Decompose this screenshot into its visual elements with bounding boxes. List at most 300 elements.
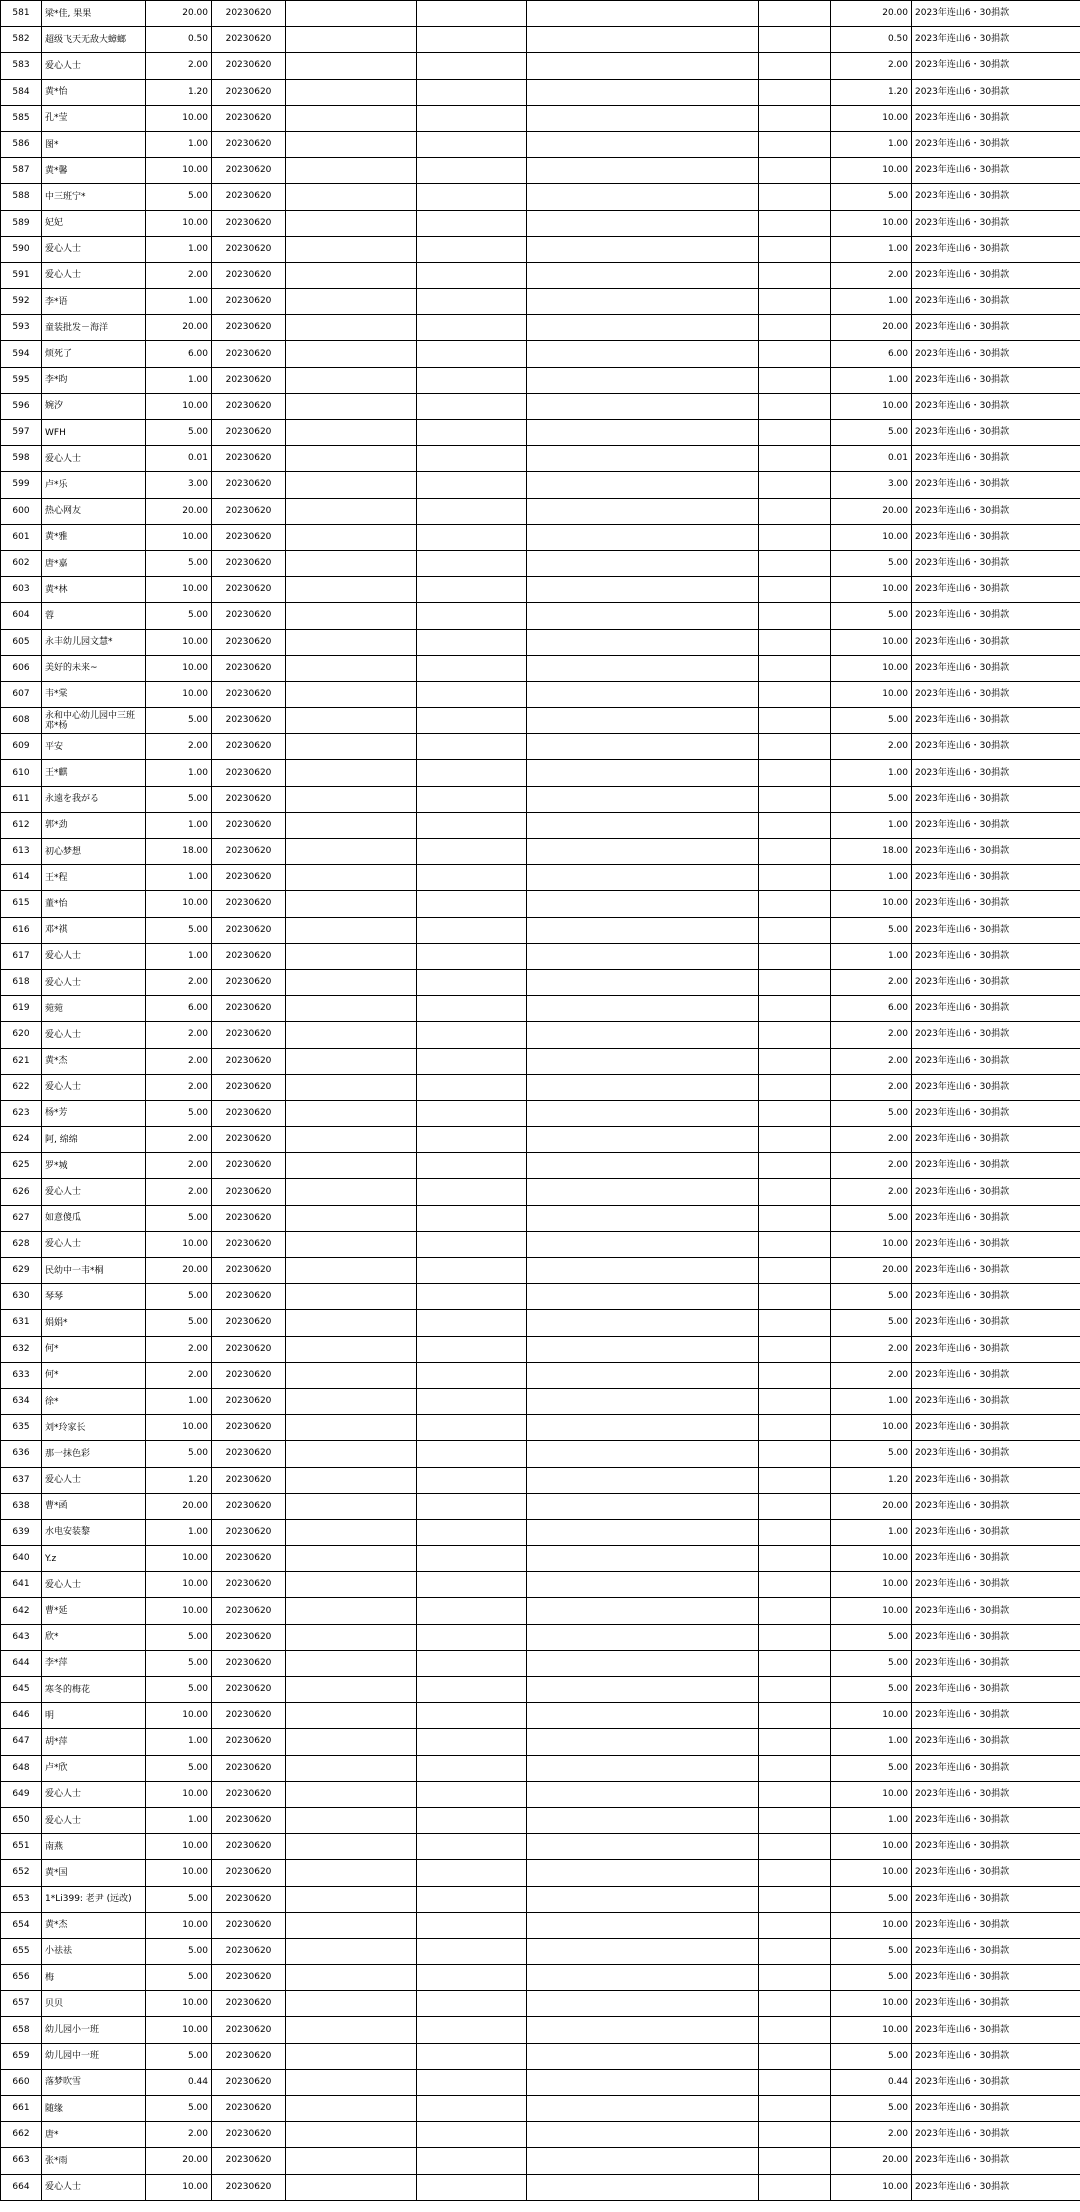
empty-cell xyxy=(417,1022,527,1048)
empty-cell xyxy=(417,472,527,498)
received-amount-cell: 1.00 xyxy=(831,367,912,393)
donation-date-cell: 20230620 xyxy=(212,2174,286,2200)
empty-cell xyxy=(759,1336,831,1362)
empty-cell xyxy=(417,1912,527,1938)
table-row xyxy=(1,2148,1080,2174)
received-amount-cell: 2.00 xyxy=(831,1336,912,1362)
received-amount-cell: 5.00 xyxy=(831,2096,912,2122)
empty-cell xyxy=(286,2148,417,2174)
donor-name-cell: 永和中心幼儿园中三班邓*杨 xyxy=(42,708,146,734)
empty-cell xyxy=(759,1912,831,1938)
empty-cell xyxy=(417,420,527,446)
table-row xyxy=(1,1310,1080,1336)
donation-date-cell: 20230620 xyxy=(212,943,286,969)
row-number-cell: 640 xyxy=(1,1546,42,1572)
empty-cell xyxy=(527,1703,759,1729)
table-row xyxy=(1,1677,1080,1703)
empty-cell xyxy=(417,53,527,79)
empty-cell xyxy=(286,1650,417,1676)
received-amount-cell: 10.00 xyxy=(831,1860,912,1886)
empty-cell xyxy=(286,865,417,891)
donation-amount-cell: 5.00 xyxy=(146,420,212,446)
received-amount-cell: 0.44 xyxy=(831,2069,912,2095)
table-row xyxy=(1,1965,1080,1991)
table-row xyxy=(1,184,1080,210)
donation-note-cell: 2023年连山6・30捐款 xyxy=(912,996,1080,1022)
donation-note-cell: 2023年连山6・30捐款 xyxy=(912,1231,1080,1257)
table-row xyxy=(1,1231,1080,1257)
empty-cell xyxy=(417,1965,527,1991)
donation-note-cell: 2023年连山6・30捐款 xyxy=(912,629,1080,655)
empty-cell xyxy=(286,27,417,53)
donor-name-cell: 黄*杰 xyxy=(42,1912,146,1938)
received-amount-cell: 18.00 xyxy=(831,839,912,865)
empty-cell xyxy=(759,1284,831,1310)
donation-note-cell: 2023年连山6・30捐款 xyxy=(912,367,1080,393)
empty-cell xyxy=(527,53,759,79)
donor-name-cell: 爱心人士 xyxy=(42,1074,146,1100)
donation-amount-cell: 5.00 xyxy=(146,1624,212,1650)
empty-cell xyxy=(527,1965,759,1991)
donation-date-cell: 20230620 xyxy=(212,629,286,655)
empty-cell xyxy=(417,943,527,969)
row-number-cell: 606 xyxy=(1,655,42,681)
donation-amount-cell: 2.00 xyxy=(146,2122,212,2148)
empty-cell xyxy=(286,236,417,262)
received-amount-cell: 2.00 xyxy=(831,1362,912,1388)
empty-cell xyxy=(527,917,759,943)
row-number-cell: 646 xyxy=(1,1703,42,1729)
empty-cell xyxy=(759,1,831,27)
donation-amount-cell: 6.00 xyxy=(146,996,212,1022)
empty-cell xyxy=(417,2122,527,2148)
donation-amount-cell: 10.00 xyxy=(146,629,212,655)
empty-cell xyxy=(759,655,831,681)
donation-note-cell: 2023年连山6・30捐款 xyxy=(912,289,1080,315)
donation-date-cell: 20230620 xyxy=(212,262,286,288)
donation-date-cell: 20230620 xyxy=(212,1860,286,1886)
table-row xyxy=(1,1938,1080,1964)
row-number-cell: 648 xyxy=(1,1755,42,1781)
received-amount-cell: 5.00 xyxy=(831,1677,912,1703)
donor-name-cell: 胡*萍 xyxy=(42,1729,146,1755)
donation-note-cell: 2023年连山6・30捐款 xyxy=(912,812,1080,838)
donation-amount-cell: 20.00 xyxy=(146,1,212,27)
empty-cell xyxy=(286,1965,417,1991)
donor-name-cell: 寒冬的梅花 xyxy=(42,1677,146,1703)
donation-note-cell: 2023年连山6・30捐款 xyxy=(912,27,1080,53)
empty-cell xyxy=(417,1546,527,1572)
empty-cell xyxy=(286,1572,417,1598)
donation-date-cell: 20230620 xyxy=(212,367,286,393)
donation-amount-cell: 5.00 xyxy=(146,1100,212,1126)
donation-amount-cell: 10.00 xyxy=(146,1781,212,1807)
received-amount-cell: 1.00 xyxy=(831,943,912,969)
row-number-cell: 656 xyxy=(1,1965,42,1991)
empty-cell xyxy=(417,1755,527,1781)
row-number-cell: 583 xyxy=(1,53,42,79)
empty-cell xyxy=(527,79,759,105)
empty-cell xyxy=(417,1703,527,1729)
donor-name-cell: 孔*莹 xyxy=(42,105,146,131)
table-row xyxy=(1,367,1080,393)
donation-date-cell: 20230620 xyxy=(212,1807,286,1833)
empty-cell xyxy=(417,1650,527,1676)
donor-name-cell: 邓*祺 xyxy=(42,917,146,943)
donation-note-cell: 2023年连山6・30捐款 xyxy=(912,341,1080,367)
donor-name-cell: 小祛祛 xyxy=(42,1938,146,1964)
row-number-cell: 629 xyxy=(1,1258,42,1284)
empty-cell xyxy=(417,1519,527,1545)
empty-cell xyxy=(527,1912,759,1938)
table-row xyxy=(1,262,1080,288)
empty-cell xyxy=(527,1336,759,1362)
donation-note-cell: 2023年连山6・30捐款 xyxy=(912,577,1080,603)
row-number-cell: 596 xyxy=(1,393,42,419)
row-number-cell: 614 xyxy=(1,865,42,891)
empty-cell xyxy=(527,1205,759,1231)
empty-cell xyxy=(527,1231,759,1257)
empty-cell xyxy=(417,1074,527,1100)
empty-cell xyxy=(286,839,417,865)
empty-cell xyxy=(759,1677,831,1703)
empty-cell xyxy=(759,1022,831,1048)
donation-note-cell: 2023年连山6・30捐款 xyxy=(912,891,1080,917)
row-number-cell: 589 xyxy=(1,210,42,236)
donation-date-cell: 20230620 xyxy=(212,236,286,262)
row-number-cell: 644 xyxy=(1,1650,42,1676)
empty-cell xyxy=(286,79,417,105)
received-amount-cell: 2.00 xyxy=(831,1179,912,1205)
empty-cell xyxy=(286,315,417,341)
donation-note-cell: 2023年连山6・30捐款 xyxy=(912,315,1080,341)
empty-cell xyxy=(527,1048,759,1074)
donation-note-cell: 2023年连山6・30捐款 xyxy=(912,420,1080,446)
received-amount-cell: 5.00 xyxy=(831,550,912,576)
donor-name-cell: 美好的未来~ xyxy=(42,655,146,681)
donation-amount-cell: 1.00 xyxy=(146,1807,212,1833)
empty-cell xyxy=(417,1100,527,1126)
donation-note-cell: 2023年连山6・30捐款 xyxy=(912,1703,1080,1729)
row-number-cell: 661 xyxy=(1,2096,42,2122)
row-number-cell: 593 xyxy=(1,315,42,341)
empty-cell xyxy=(527,158,759,184)
empty-cell xyxy=(286,420,417,446)
empty-cell xyxy=(527,393,759,419)
donation-amount-cell: 1.00 xyxy=(146,760,212,786)
donation-note-cell: 2023年连山6・30捐款 xyxy=(912,131,1080,157)
table-row xyxy=(1,1493,1080,1519)
empty-cell xyxy=(286,1467,417,1493)
received-amount-cell: 5.00 xyxy=(831,603,912,629)
donation-date-cell: 20230620 xyxy=(212,420,286,446)
empty-cell xyxy=(286,1258,417,1284)
empty-cell xyxy=(527,341,759,367)
donation-amount-cell: 10.00 xyxy=(146,1598,212,1624)
donation-amount-cell: 2.00 xyxy=(146,1336,212,1362)
table-row xyxy=(1,1,1080,27)
table-row xyxy=(1,1153,1080,1179)
empty-cell xyxy=(527,27,759,53)
table-row xyxy=(1,1441,1080,1467)
empty-cell xyxy=(417,550,527,576)
empty-cell xyxy=(286,969,417,995)
donation-date-cell: 20230620 xyxy=(212,1231,286,1257)
donor-name-cell: 王*麒 xyxy=(42,760,146,786)
received-amount-cell: 1.00 xyxy=(831,1729,912,1755)
donation-note-cell: 2023年连山6・30捐款 xyxy=(912,1834,1080,1860)
table-row xyxy=(1,1362,1080,1388)
donor-name-cell: 李*语 xyxy=(42,289,146,315)
donor-name-cell: 琴琴 xyxy=(42,1284,146,1310)
row-number-cell: 608 xyxy=(1,708,42,734)
donation-amount-cell: 10.00 xyxy=(146,105,212,131)
received-amount-cell: 10.00 xyxy=(831,1546,912,1572)
empty-cell xyxy=(286,53,417,79)
table-row xyxy=(1,629,1080,655)
row-number-cell: 598 xyxy=(1,446,42,472)
empty-cell xyxy=(759,577,831,603)
row-number-cell: 658 xyxy=(1,2017,42,2043)
table-row xyxy=(1,891,1080,917)
donor-name-cell: 徐* xyxy=(42,1388,146,1414)
donation-amount-cell: 2.00 xyxy=(146,53,212,79)
empty-cell xyxy=(417,524,527,550)
row-number-cell: 624 xyxy=(1,1127,42,1153)
received-amount-cell: 10.00 xyxy=(831,393,912,419)
donation-amount-cell: 5.00 xyxy=(146,1886,212,1912)
donation-date-cell: 20230620 xyxy=(212,550,286,576)
row-number-cell: 634 xyxy=(1,1388,42,1414)
empty-cell xyxy=(759,131,831,157)
empty-cell xyxy=(417,917,527,943)
empty-cell xyxy=(286,812,417,838)
empty-cell xyxy=(286,1860,417,1886)
donor-name-cell: 刘*玲家长 xyxy=(42,1415,146,1441)
donation-amount-cell: 5.00 xyxy=(146,2096,212,2122)
empty-cell xyxy=(417,1781,527,1807)
table-row xyxy=(1,210,1080,236)
donor-name-cell: 罗*城 xyxy=(42,1153,146,1179)
donation-date-cell: 20230620 xyxy=(212,969,286,995)
donor-name-cell: 黄*林 xyxy=(42,577,146,603)
empty-cell xyxy=(417,577,527,603)
received-amount-cell: 0.01 xyxy=(831,446,912,472)
donor-name-cell: 图* xyxy=(42,131,146,157)
donation-note-cell: 2023年连山6・30捐款 xyxy=(912,760,1080,786)
donation-amount-cell: 5.00 xyxy=(146,184,212,210)
empty-cell xyxy=(527,629,759,655)
donor-name-cell: 南燕 xyxy=(42,1834,146,1860)
donor-name-cell: 永遠を我がる xyxy=(42,786,146,812)
donation-amount-cell: 1.00 xyxy=(146,131,212,157)
donor-name-cell: 妃妃 xyxy=(42,210,146,236)
table-row xyxy=(1,79,1080,105)
empty-cell xyxy=(417,1860,527,1886)
empty-cell xyxy=(527,1755,759,1781)
donor-name-cell: Y.z xyxy=(42,1546,146,1572)
empty-cell xyxy=(759,1598,831,1624)
empty-cell xyxy=(527,734,759,760)
empty-cell xyxy=(417,393,527,419)
donation-amount-cell: 2.00 xyxy=(146,1362,212,1388)
table-row xyxy=(1,420,1080,446)
empty-cell xyxy=(527,760,759,786)
donation-note-cell: 2023年连山6・30捐款 xyxy=(912,393,1080,419)
received-amount-cell: 5.00 xyxy=(831,786,912,812)
row-number-cell: 639 xyxy=(1,1519,42,1545)
empty-cell xyxy=(759,53,831,79)
donation-amount-cell: 1.00 xyxy=(146,367,212,393)
empty-cell xyxy=(759,1965,831,1991)
table-row xyxy=(1,1519,1080,1545)
row-number-cell: 649 xyxy=(1,1781,42,1807)
donation-amount-cell: 2.00 xyxy=(146,1022,212,1048)
row-number-cell: 615 xyxy=(1,891,42,917)
received-amount-cell: 20.00 xyxy=(831,1,912,27)
empty-cell xyxy=(527,655,759,681)
table-row xyxy=(1,236,1080,262)
table-row xyxy=(1,1781,1080,1807)
row-number-cell: 618 xyxy=(1,969,42,995)
empty-cell xyxy=(286,1703,417,1729)
donor-name-cell: 随缘 xyxy=(42,2096,146,2122)
row-number-cell: 613 xyxy=(1,839,42,865)
received-amount-cell: 10.00 xyxy=(831,2017,912,2043)
empty-cell xyxy=(286,1546,417,1572)
row-number-cell: 617 xyxy=(1,943,42,969)
received-amount-cell: 10.00 xyxy=(831,891,912,917)
donation-amount-cell: 1.00 xyxy=(146,1729,212,1755)
received-amount-cell: 10.00 xyxy=(831,577,912,603)
donation-date-cell: 20230620 xyxy=(212,393,286,419)
empty-cell xyxy=(286,2017,417,2043)
donation-date-cell: 20230620 xyxy=(212,1388,286,1414)
received-amount-cell: 2.00 xyxy=(831,1127,912,1153)
empty-cell xyxy=(417,446,527,472)
empty-cell xyxy=(417,341,527,367)
empty-cell xyxy=(286,1,417,27)
table-row xyxy=(1,1388,1080,1414)
row-number-cell: 635 xyxy=(1,1415,42,1441)
donor-name-cell: 曹*延 xyxy=(42,1598,146,1624)
donation-note-cell: 2023年连山6・30捐款 xyxy=(912,917,1080,943)
received-amount-cell: 5.00 xyxy=(831,1310,912,1336)
donor-name-cell: 阿, 绵绵 xyxy=(42,1127,146,1153)
donor-name-cell: 中三班宁* xyxy=(42,184,146,210)
donation-date-cell: 20230620 xyxy=(212,158,286,184)
donation-date-cell: 20230620 xyxy=(212,1912,286,1938)
empty-cell xyxy=(527,1886,759,1912)
received-amount-cell: 1.00 xyxy=(831,289,912,315)
donation-date-cell: 20230620 xyxy=(212,472,286,498)
donor-name-cell: 张*雨 xyxy=(42,2148,146,2174)
donation-note-cell: 2023年连山6・30捐款 xyxy=(912,1415,1080,1441)
donation-date-cell: 20230620 xyxy=(212,315,286,341)
empty-cell xyxy=(527,1310,759,1336)
donor-name-cell: 娟娟* xyxy=(42,1310,146,1336)
empty-cell xyxy=(759,498,831,524)
empty-cell xyxy=(759,760,831,786)
empty-cell xyxy=(286,2043,417,2069)
empty-cell xyxy=(527,1022,759,1048)
donation-date-cell: 20230620 xyxy=(212,27,286,53)
donation-amount-cell: 5.00 xyxy=(146,1938,212,1964)
empty-cell xyxy=(417,708,527,734)
donor-name-cell: 爱心人士 xyxy=(42,446,146,472)
received-amount-cell: 5.00 xyxy=(831,1441,912,1467)
empty-cell xyxy=(417,1415,527,1441)
table-row xyxy=(1,603,1080,629)
empty-cell xyxy=(527,1441,759,1467)
donor-name-cell: 水电安装黎 xyxy=(42,1519,146,1545)
table-row xyxy=(1,1650,1080,1676)
donor-name-cell: 童装批发－海洋 xyxy=(42,315,146,341)
donation-note-cell: 2023年连山6・30捐款 xyxy=(912,1048,1080,1074)
empty-cell xyxy=(417,1598,527,1624)
empty-cell xyxy=(286,1781,417,1807)
row-number-cell: 641 xyxy=(1,1572,42,1598)
empty-cell xyxy=(527,1807,759,1833)
table-row xyxy=(1,446,1080,472)
empty-cell xyxy=(417,1938,527,1964)
donation-amount-cell: 2.00 xyxy=(146,969,212,995)
empty-cell xyxy=(417,891,527,917)
received-amount-cell: 5.00 xyxy=(831,1755,912,1781)
donor-name-cell: 黄*国 xyxy=(42,1860,146,1886)
empty-cell xyxy=(417,1,527,27)
received-amount-cell: 10.00 xyxy=(831,210,912,236)
empty-cell xyxy=(527,1493,759,1519)
donation-amount-cell: 5.00 xyxy=(146,550,212,576)
donation-amount-cell: 2.00 xyxy=(146,1179,212,1205)
empty-cell xyxy=(759,2017,831,2043)
received-amount-cell: 5.00 xyxy=(831,1938,912,1964)
donation-date-cell: 20230620 xyxy=(212,917,286,943)
empty-cell xyxy=(527,1729,759,1755)
row-number-cell: 654 xyxy=(1,1912,42,1938)
row-number-cell: 659 xyxy=(1,2043,42,2069)
empty-cell xyxy=(286,655,417,681)
donor-name-cell: 卢*乐 xyxy=(42,472,146,498)
table-row xyxy=(1,1127,1080,1153)
received-amount-cell: 1.00 xyxy=(831,1519,912,1545)
empty-cell xyxy=(527,1100,759,1126)
table-row xyxy=(1,1415,1080,1441)
donation-note-cell: 2023年连山6・30捐款 xyxy=(912,681,1080,707)
row-number-cell: 587 xyxy=(1,158,42,184)
empty-cell xyxy=(759,917,831,943)
empty-cell xyxy=(417,603,527,629)
donor-name-cell: 杨*芳 xyxy=(42,1100,146,1126)
table-row xyxy=(1,131,1080,157)
donor-name-cell: 唐* xyxy=(42,2122,146,2148)
empty-cell xyxy=(286,1519,417,1545)
row-number-cell: 653 xyxy=(1,1886,42,1912)
donation-date-cell: 20230620 xyxy=(212,786,286,812)
empty-cell xyxy=(527,708,759,734)
empty-cell xyxy=(286,1912,417,1938)
table-row xyxy=(1,760,1080,786)
donation-date-cell: 20230620 xyxy=(212,681,286,707)
donation-amount-cell: 10.00 xyxy=(146,524,212,550)
donation-note-cell: 2023年连山6・30捐款 xyxy=(912,1258,1080,1284)
table-row xyxy=(1,53,1080,79)
empty-cell xyxy=(286,1179,417,1205)
donation-amount-cell: 5.00 xyxy=(146,708,212,734)
empty-cell xyxy=(527,420,759,446)
received-amount-cell: 1.00 xyxy=(831,812,912,838)
